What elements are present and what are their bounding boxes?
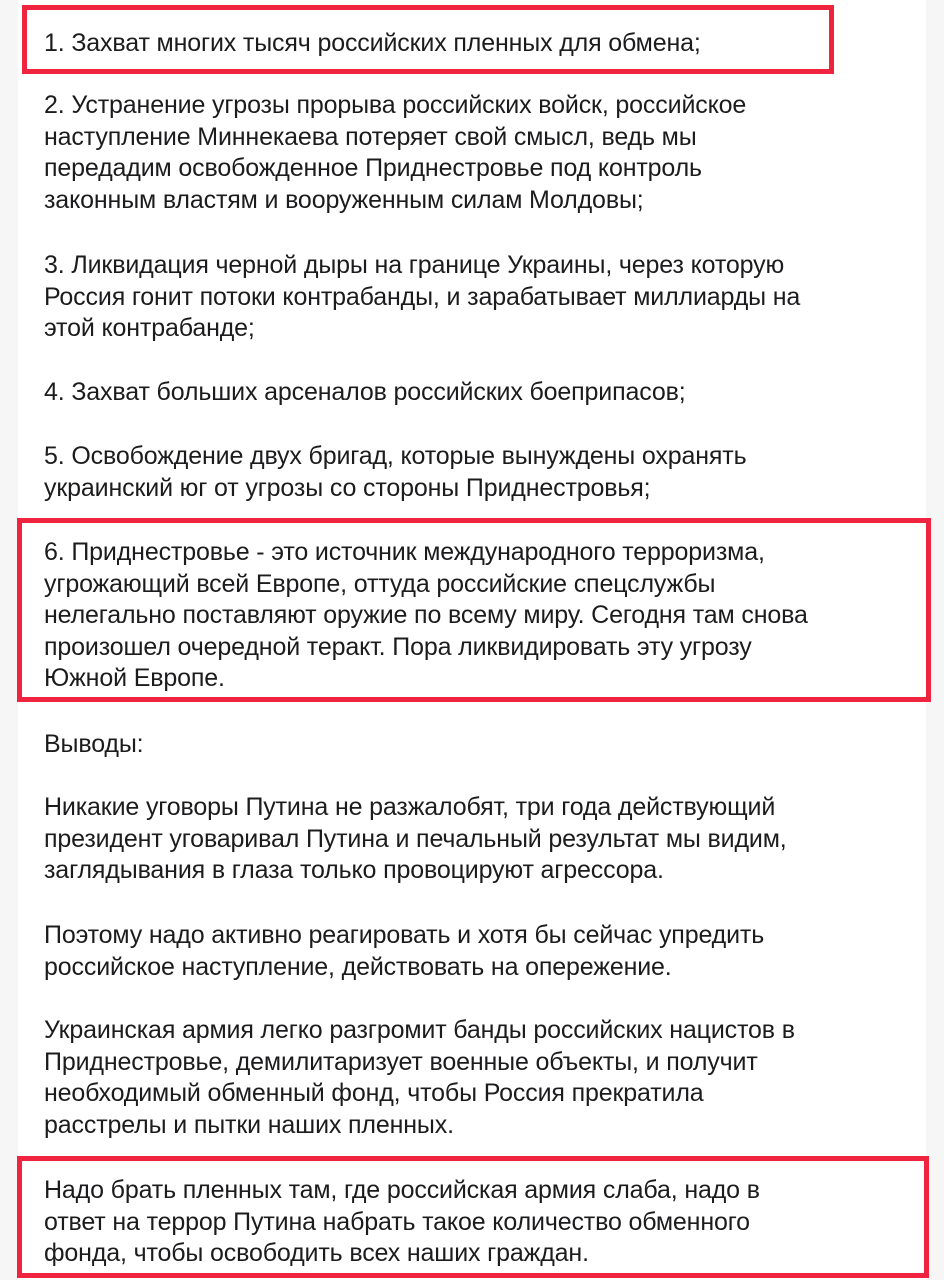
text-line: Украинская армия легко разгромит банды российских нацистов в [44, 1016, 795, 1044]
text-line: президент уговаривал Путина и печальный результат мы видим, [44, 824, 787, 853]
text-line: 1. Захват многих тысяч российских пленных для обмена; [44, 29, 701, 57]
list-item-1 [44, 28, 701, 60]
list-item-6 [44, 537, 808, 695]
text-line: ответ на террор Путина набрать такое количество обменного [44, 1207, 750, 1236]
conclusion-2 [44, 920, 764, 983]
conclusion-3 [44, 1015, 795, 1141]
text-line: Поэтому надо активно реагировать и хотя бы сейчас упредить [44, 921, 765, 949]
list-item-3 [44, 250, 800, 345]
text-line: 5. Освобождение двух бригад, которые вынуждены охранять [44, 442, 747, 470]
text-line: Южной Европе. [44, 664, 225, 693]
conclusion-4 [44, 1175, 760, 1270]
text-line: необходимый обменный фонд, чтобы Россия прекратила [44, 1079, 704, 1108]
text-line: Никакие уговоры Путина не разжалобят, три года действующий [44, 793, 776, 821]
text-line: угрожающий всей Европе, оттуда российские спецслужбы [44, 569, 716, 598]
text-line: 2. Устранение угрозы прорыва российских войск, российское [44, 91, 747, 119]
text-line: 3. Ликвидация черной дыры на границе Украины, через которую [44, 251, 785, 279]
list-item-2 [44, 90, 746, 216]
text-line: 4. Захват больших арсеналов российских боеприпасов; [44, 378, 686, 406]
text-line: украинский юг от угрозы со стороны Приднестровья; [44, 473, 651, 502]
conclusions-heading: Выводы: [44, 730, 144, 758]
text-line: Надо брать пленных там, где российская армия слаба, надо в [44, 1176, 760, 1204]
text-line: расстрелы и пытки наших пленных. [44, 1110, 454, 1139]
text-line: этой контрабанде; [44, 314, 255, 343]
text-line: наступление Миннекаева потеряет свой смысл, ведь мы [44, 122, 697, 151]
text-line: передадим освобожденное Приднестровье под контроль [44, 154, 702, 183]
text-line: произошел очередной теракт. Пора ликвидировать эту угрозу [44, 632, 752, 661]
text-line: российское наступление, действовать на опережение. [44, 952, 672, 981]
text-line: законным властям и вооруженным силам Молдовы; [44, 185, 644, 214]
list-item-4 [44, 377, 686, 409]
list-item-5 [44, 441, 746, 504]
text-line: фонда, чтобы освободить всех наших граждан. [44, 1239, 589, 1268]
conclusion-1 [44, 792, 787, 887]
text-line: нелегально поставляют оружие по всему миру. Сегодня там снова [44, 601, 808, 630]
text-line: Приднестровье, демилитаризует военные объекты, и получит [44, 1047, 758, 1076]
text-line: заглядывания в глаза только провоцируют агрессора. [44, 856, 664, 885]
text-line: Россия гонит потоки контрабанды, и зарабатывает миллиарды на [44, 282, 801, 311]
text-line: 6. Приднестровье - это источник международного терроризма, [44, 538, 765, 566]
